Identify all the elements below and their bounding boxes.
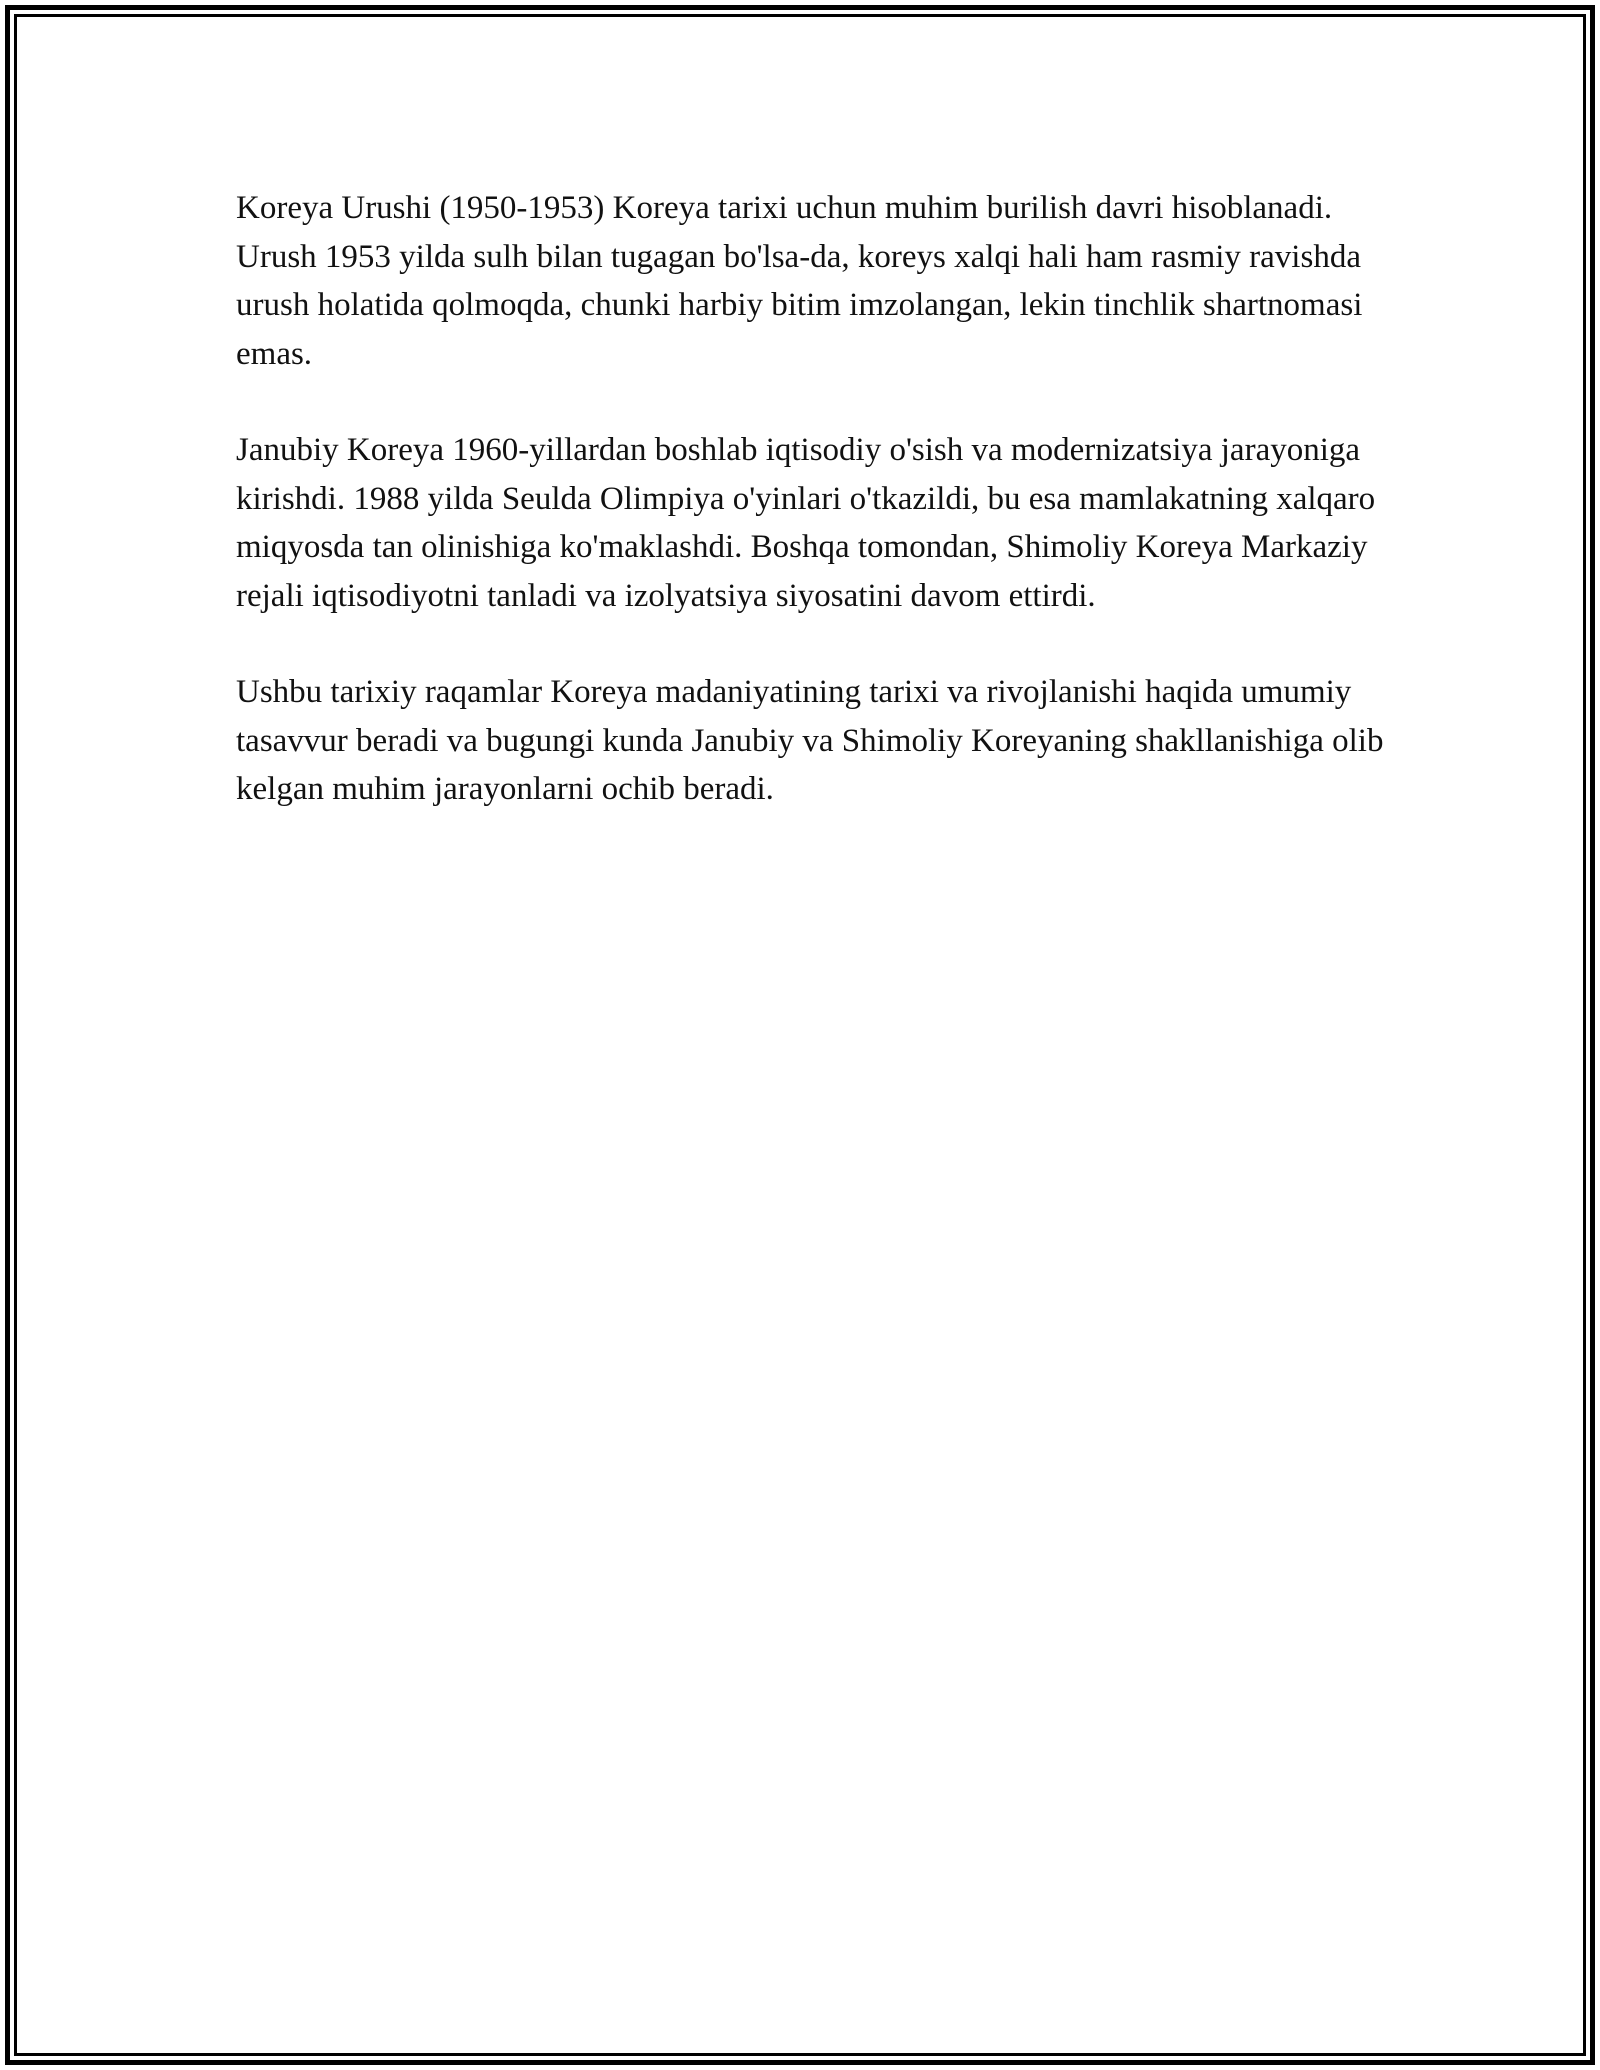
- paragraph-korean-war: Koreya Urushi (1950-1953) Koreya tarixi uchun muhim burilish davri hisoblanadi. Urush 1953 yilda sulh bilan tugagan bo'lsa-da, koreys xalqi hali ham rasmiy ravishda urush holatida qolmoqda, chunki harbiy bitim imzolangan, lekin tinchlik shartnomasi emas.: [236, 190, 1363, 372]
- paragraph-economic-development: Janubiy Koreya 1960-yillardan boshlab iqtisodiy o'sish va modernizatsiya jarayoniga kirishdi. 1988 yilda Seulda Olimpiya o'yinlari o'tkazildi, bu esa mamlakatning xalqaro miqyosda tan olinishiga ko'maklashdi. Boshqa tomondan, Shimoliy Koreya Markaziy rejali iqtisodiyotni tanladi va izolyatsiya siyosatini davom ettirdi.: [236, 432, 1376, 614]
- document-body: [236, 184, 1386, 814]
- paragraph-conclusion: Ushbu tarixiy raqamlar Koreya madaniyatining tarixi va rivojlanishi haqida umumiy tasavvur beradi va bugungi kunda Janubiy va Shimoliy Koreyaning shakllanishiga olib kelgan muhim jarayonlarni ochib beradi.: [236, 674, 1384, 807]
